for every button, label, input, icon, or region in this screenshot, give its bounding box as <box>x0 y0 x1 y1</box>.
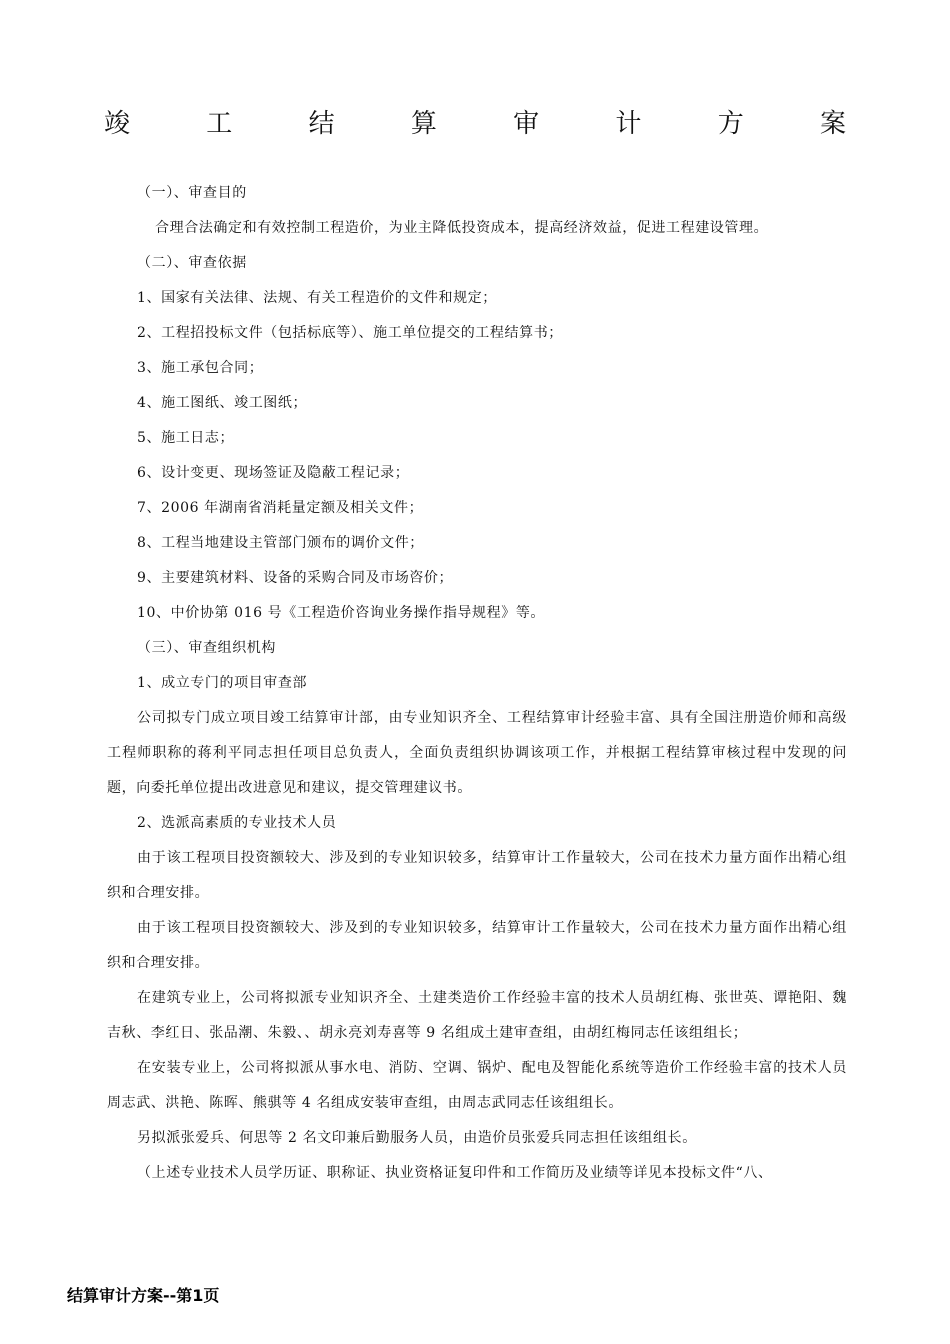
basis-item: 10、中价协第 016 号《工程造价咨询业务操作指导规程》等。 <box>137 605 546 621</box>
title-char: 案 <box>819 109 846 139</box>
title-char: 算 <box>410 109 437 139</box>
basis-item: 5、施工日志； <box>137 430 235 446</box>
basis-item: 2、工程招投标文件（包括标底等）、施工单位提交的工程结算书； <box>137 325 563 341</box>
basis-item: 3、施工承包合同； <box>137 360 264 376</box>
title-char: 结 <box>308 109 335 139</box>
organization-item-1-text: 公司拟专门成立项目竣工结算审计部，由专业知识齐全、工程结算审计经验丰富、具有全国注册造价师和高级工程师职称的蒋利平同志担任项目总负责人，全面负责组织协调该项工作，并根据工程结算审核过程中发现的问题，向委托单位提出改进意见和建议，提交管理建议书。 <box>107 710 847 796</box>
title-char: 工 <box>206 109 233 139</box>
title-char: 竣 <box>104 109 131 139</box>
document-title <box>104 106 846 142</box>
basis-item: 6、设计变更、现场签证及隐蔽工程记录； <box>137 465 410 481</box>
section-heading-purpose: （一）、审查目的 <box>137 185 247 201</box>
purpose-text: 合理合法确定和有效控制工程造价，为业主降低投资成本，提高经济效益，促进工程建设管理。 <box>155 220 769 236</box>
organization-item-2-text-repeat: 由于该工程项目投资额较大、涉及到的专业知识较多，结算审计工作量较大，公司在技术力量方面作出精心组织和合理安排。 <box>107 920 847 971</box>
section-heading-basis: （二）、审查依据 <box>137 255 247 271</box>
basis-item: 9、主要建筑材料、设备的采购合同及市场咨价； <box>137 570 454 586</box>
note-text: （上述专业技术人员学历证、职称证、执业资格证复印件和工作简历及业绩等详见本投标文件“八、 <box>137 1165 773 1181</box>
page-footer: 结算审计方案--第1页 <box>67 1286 220 1305</box>
organization-item-2: 2、选派高素质的专业技术人员 <box>137 815 337 831</box>
organization-item-2-text: 由于该工程项目投资额较大、涉及到的专业知识较多，结算审计工作量较大，公司在技术力量方面作出精心组织和合理安排。 <box>107 850 847 901</box>
document-body <box>107 176 847 1191</box>
title-char: 方 <box>717 109 744 139</box>
title-char: 计 <box>615 109 642 139</box>
clerical-team-text: 另拟派张爱兵、何思等 2 名文印兼后勤服务人员，由造价员张爱兵同志担任该组组长。 <box>137 1130 697 1146</box>
organization-item-1: 1、成立专门的项目审查部 <box>137 675 308 691</box>
title-char: 审 <box>513 109 540 139</box>
basis-item: 7、2006 年湖南省消耗量定额及相关文件； <box>137 500 424 516</box>
basis-item: 4、施工图纸、竣工图纸； <box>137 395 308 411</box>
basis-item: 1、国家有关法律、法规、有关工程造价的文件和规定； <box>137 290 497 306</box>
basis-item: 8、工程当地建设主管部门颁布的调价文件； <box>137 535 424 551</box>
civil-team-text: 在建筑专业上，公司将拟派专业知识齐全、土建类造价工作经验丰富的技术人员胡红梅、张世英、谭艳阳、魏吉秋、李红日、张品潮、朱毅、、胡永亮刘寿喜等 9 名组成土建审查组，由胡红梅同志任该组组长； <box>107 990 847 1041</box>
install-team-text: 在安装专业上，公司将拟派从事水电、消防、空调、锅炉、配电及智能化系统等造价工作经验丰富的技术人员周志武、洪艳、陈晖、熊骐等 4 名组成安装审查组，由周志武同志任该组组长。 <box>107 1060 847 1111</box>
section-heading-organization: （三）、审查组织机构 <box>137 640 276 656</box>
